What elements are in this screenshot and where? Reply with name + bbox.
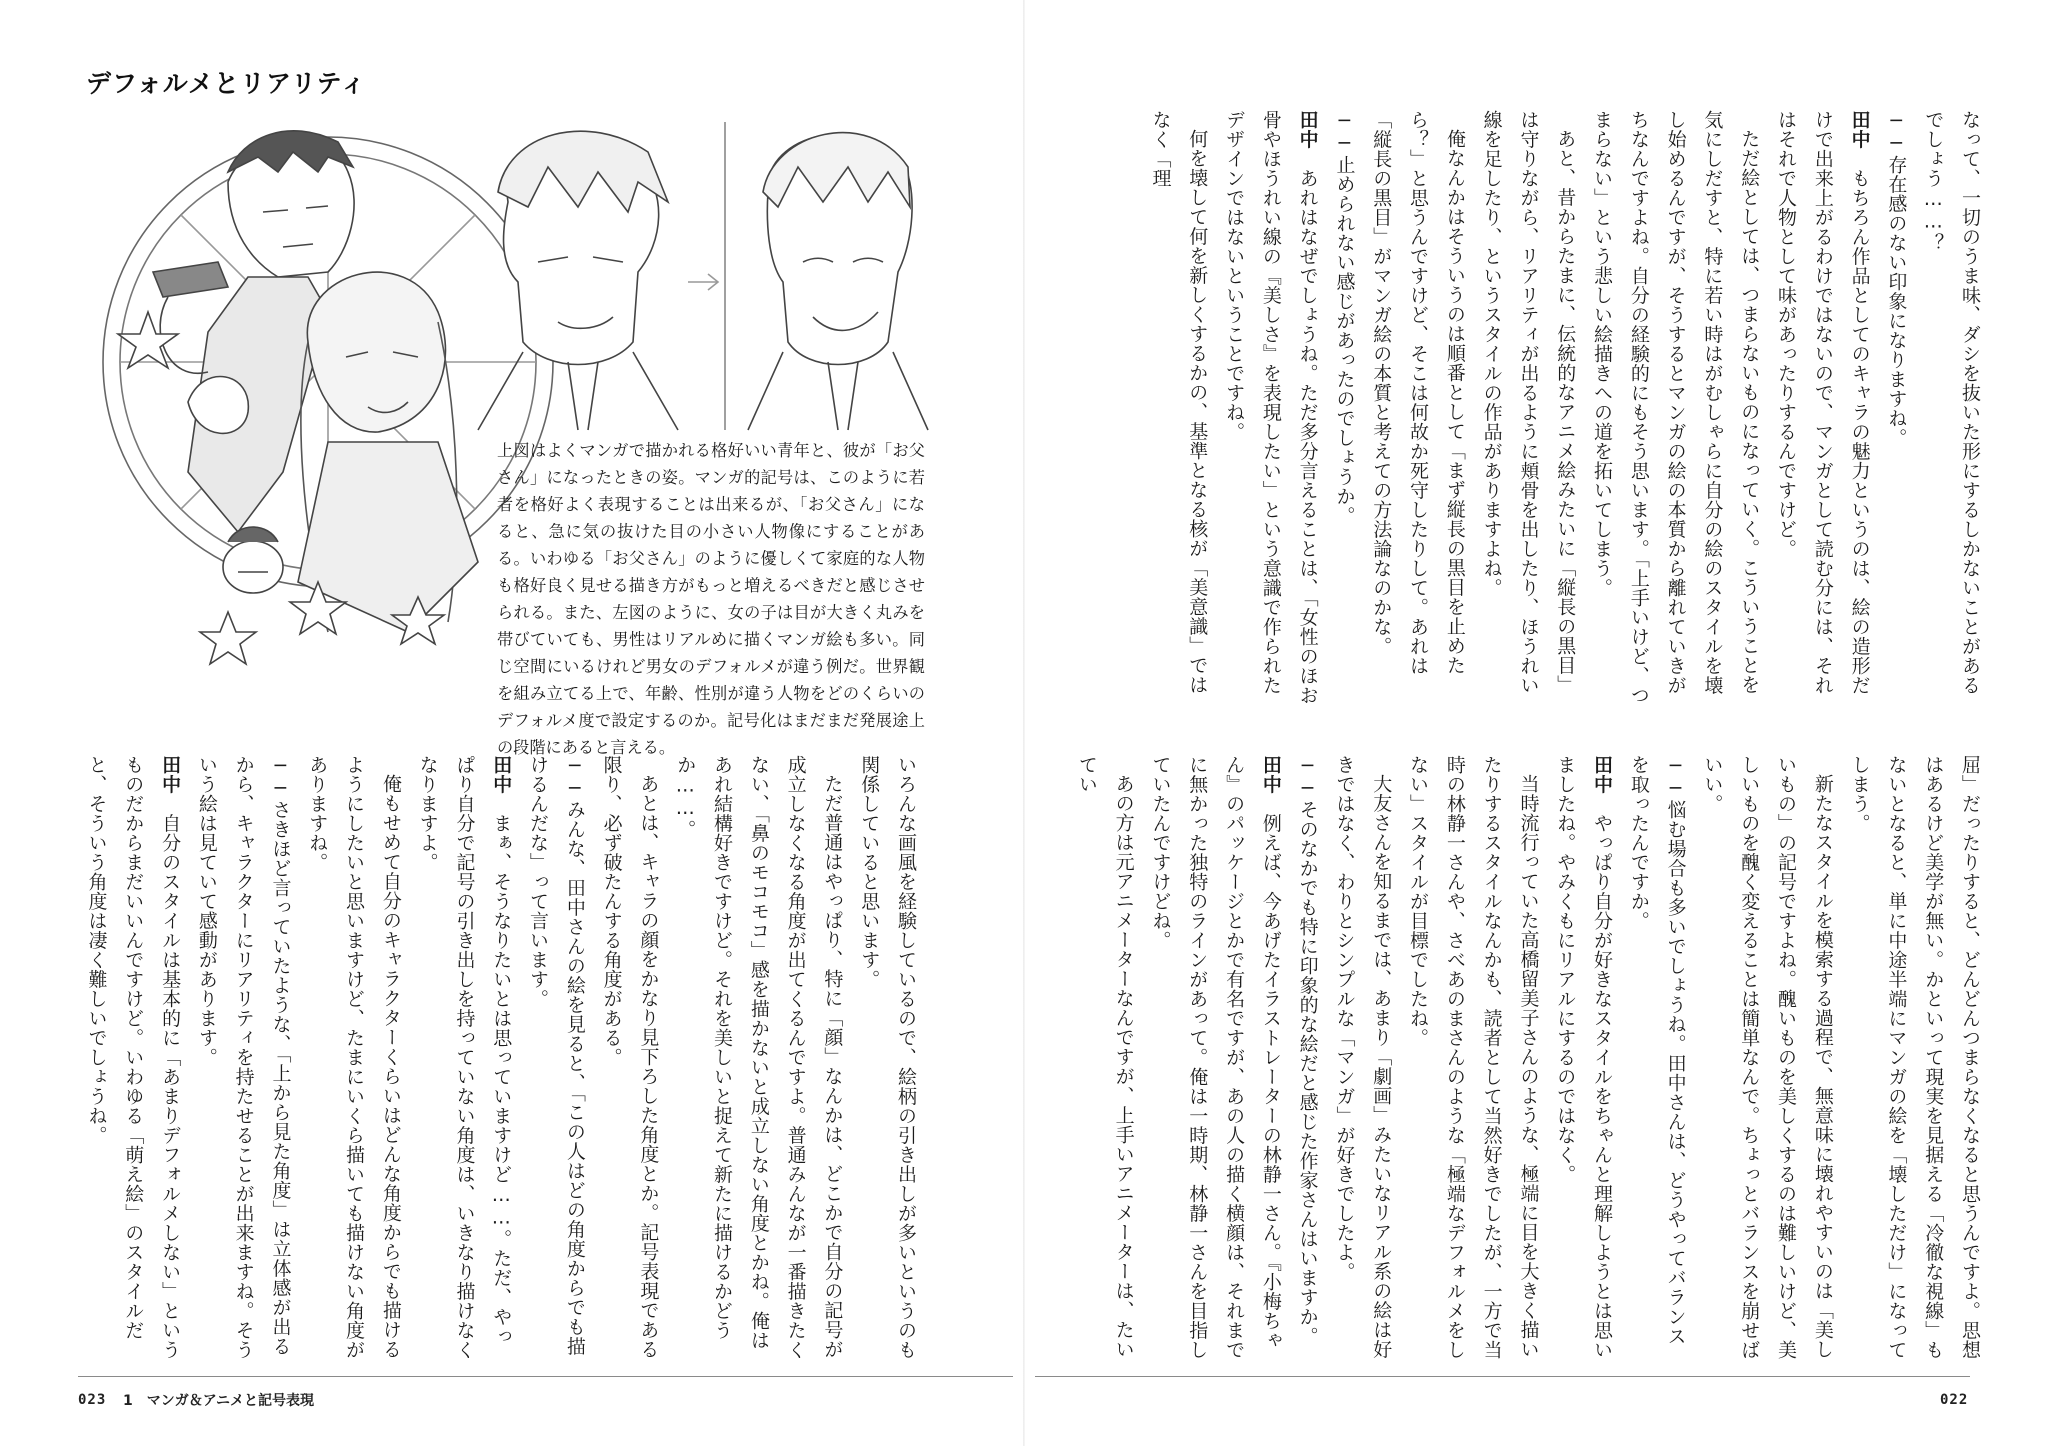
interviewer-question <box>1878 110 1915 706</box>
speaker-name: 田中 <box>1848 110 1871 149</box>
paragraph <box>1326 755 1400 1365</box>
interviewer-question <box>1620 755 1694 1365</box>
speaker-paragraph <box>409 755 519 1365</box>
speaker-name: 田中 <box>1591 755 1614 794</box>
interviewer-question <box>1326 110 1363 706</box>
interviewer-question <box>519 755 593 1365</box>
paragraph <box>1362 110 1472 706</box>
paragraph-text: ──そのなかでも特に印象的な絵だと感じた作家さんはいますか。 <box>1296 755 1319 1346</box>
footer-rule <box>78 1376 1013 1377</box>
paragraph-text: ただ普通はやっぱり、特に「顔」なんかは、どこかで自分の記号が成立しなくなる角度が出てくるんですよ。普通みんなが一番描きたくない、「鼻のモコモコ」感を描かないと成立しない角度とかね。俺はあれ結構好きですけど。それを美しいと捉えて新たに描けるかどうか……。 <box>674 755 844 1360</box>
paragraph-text: 屈」だったりすると、どんどんつまらなくなると思うんですよ。思想はあるけど美学が無い。かといって現実を見据える「冷徹な視線」もないとなると、単に中途半端にマンガの絵を「壊しただけ」になってしまう。 <box>1848 755 1981 1360</box>
speaker-name: 田中 <box>159 755 182 794</box>
figure-caption: 上図はよくマンガで描かれる格好いい青年と、彼が「お父さん」になったときの姿。マンガ的記号は、このように若者を格好よく表現することは出来るが、「お父さん」になると、急に気の抜けた目の小さい人物像にすることがある。いわゆる「お父さん」のように優しくて家庭的な人物も格好良く見せる描き方がもっと増えるべきだと感じさせられる。また、左図のように、女の子は目が大きく丸みを帯びていても、男性はリアルめに描くマンガ絵も多い。同じ空間にいるけれど男女のデフォルメが違う例だ。世界観を組み立てる上で、年齢、性別が違う人物をどのくらいのデフォルメ度で設定するのか。記号化はまだまだ発展途上の段階にあると言える。 <box>497 441 925 757</box>
paragraph <box>1068 755 1142 1365</box>
paragraph <box>298 755 408 1365</box>
star-drawing <box>200 612 256 664</box>
speaker-name: 田中 <box>1296 110 1319 149</box>
speaker-paragraph <box>1767 110 1877 706</box>
paragraph <box>1399 755 1546 1365</box>
paragraph <box>1583 110 1767 706</box>
speaker-paragraph <box>1215 110 1325 706</box>
paragraph <box>850 755 924 1365</box>
paragraph-text: 大友さんを知るまでは、あまり「劇画」みたいなリアル系の絵は好きではなく、わりとシンプルな「マンガ」が好きでしたよ。 <box>1333 755 1393 1359</box>
paragraph-text: あと、昔からたまに、伝統的なアニメ絵みたいに「縦長の黒目」は守りながら、リアリティが出るように頬骨を出したり、ほうれい線を足したり、というスタイルの作品がありますよね。 <box>1480 110 1577 695</box>
right-page-upper-body-text <box>1150 110 1988 706</box>
paragraph-text: ──存在感のない印象になりますね。 <box>1885 110 1908 448</box>
book-spine <box>1023 0 1025 1446</box>
paragraph-text: やっぱり自分が好きなスタイルをちゃんと理解しようとは思いましたね。やみくもにリアルにするのではなく。 <box>1554 755 1614 1360</box>
paragraph-text: 当時流行っていた高橋留美子さんのような、極端に目を大きく描いたりするスタイルなんかも、読者として当然好きでしたが、一方で当時の林静一さんや、さべあのまさんのような「極端なデフォルメをしない」スタイルが目標でしたね。 <box>1407 755 1540 1360</box>
paragraph <box>593 755 667 1365</box>
chapter-label: 1 マンガ＆アニメと記号表現 <box>123 1393 315 1409</box>
paragraph <box>1694 755 1841 1365</box>
paragraph-text: 新たなスタイルを模索する過程で、無意味に壊れやすいのは「美しいもの」の記号ですよね。醜いものを美しくするのは難しいけど、美しいものを醜く変えることは簡単なんで。ちょっとバランスを崩せばいい。 <box>1701 755 1834 1360</box>
paragraph-text: あの方は元アニメーターなんですが、上手いアニメーターは、たいてい <box>1075 755 1135 1359</box>
speaker-paragraph <box>1546 755 1620 1365</box>
page-number-right: 022 <box>1940 1392 1969 1408</box>
paragraph-text: ──悩む場合も多いでしょうね。田中さんは、どうやってバランスを取ったんですか。 <box>1627 755 1687 1346</box>
paragraph-text: ──止められない感じがあったのでしょうか。 <box>1333 110 1356 526</box>
paragraph-text: まぁ、そうなりたいとは思っていますけど……。ただ、やっぱり自分で記号の引き出しを持っていない角度は、いきなり描けなくなりますよ。 <box>416 755 513 1360</box>
paragraph <box>1142 110 1216 706</box>
paragraph-text: 例えば、今あげたイラストレーターの林静一さん。『小梅ちゃん』のパッケージとかで有名ですが、あの人の描く横顔は、それまでに無かった独特のラインがあって。俺は一時期、林静一さんを目指していたんですけどね。 <box>1149 755 1282 1360</box>
paragraph-text: あとは、キャラの顔をかなり見下ろした角度とか。記号表現である限り、必ず破たんする角度がある。 <box>600 755 660 1359</box>
speaker-name: 田中 <box>1259 755 1282 794</box>
page-number-left: 023 <box>78 1392 107 1408</box>
paragraph-text: 俺なんかはそういうのは順番として「まず縦長の黒目を止めたら？」と思うんですけど、そこは何故か死守したりして。あれは「縦長の黒目」がマンガ絵の本質と考えての方法論なのかな。 <box>1370 110 1466 676</box>
paragraph-text: あれはなぜでしょうね。ただ多分言えることは、「女性のほお骨やほうれい線の『美しさ』を表現したい」という意識で作られたデザインではないということですね。 <box>1223 110 1319 705</box>
paragraph-text: 自分のスタイルは基本的に「あまりデフォルメしない」というものだからまだいいんですけど。いわゆる「萌え絵」のスタイルだと、そういう角度は凄く難しいでしょうね。 <box>85 755 182 1360</box>
paragraph-text: ──さきほど言っていたような、「上から見た角度」は立体感が出るから、キャラクターにリアリティを持たせることが出来ますね。そういう絵は見ていて感動があります。 <box>195 755 292 1360</box>
paragraph-text: なって、一切のうま味、ダシを抜いた形にするしかないことがあるでしょう……？ <box>1922 110 1981 695</box>
star-drawing <box>118 312 178 368</box>
father-drawing <box>738 112 928 432</box>
speaker-name: 田中 <box>490 755 513 794</box>
section-title: デフォルメとリアリティ <box>86 69 367 98</box>
paragraph-text: もちろん作品としてのキャラの魅力というのは、絵の造形だけで出来上がるわけではないので、マンガとして読む分には、それはそれで人物として味があったりするんですけど。 <box>1775 110 1871 695</box>
mascot-drawing <box>223 527 283 593</box>
paragraph <box>1473 110 1583 706</box>
paragraph <box>666 755 850 1365</box>
paragraph-text: 俺もせめて自分のキャラクターくらいはどんな角度からでも描けるようにしたいと思いますけど、たまにいくら描いても描けない角度がありますね。 <box>306 755 402 1360</box>
footer-rule <box>1035 1376 1970 1377</box>
interviewer-question <box>1289 755 1326 1365</box>
paragraph-text: 何を壊して何を新しくするかの、基準となる核が「美意識」ではなく「理 <box>1149 110 1209 695</box>
paragraph-text: ただ絵としては、つまらないものになっていく。こういうことを気にしだすと、特に若い時はがむしゃらに自分の絵のスタイルを壊し始めるんですが、そうするとマンガの絵の本質から離れていきがちなんですよね。自分の経験的にもそう思います。「上手いけど、つまらない」という悲しい絵描きへの道を拓いてしまう。 <box>1591 110 1761 705</box>
interviewer-question <box>188 755 298 1365</box>
left-page-body-text <box>86 755 924 1365</box>
paragraph <box>1841 755 1988 1365</box>
paragraph-text: いろんな画風を経験しているので、絵柄の引き出しが多いというのも関係していると思います。 <box>858 755 917 1360</box>
paragraph <box>1914 110 1988 706</box>
right-page-lower-body-text <box>1075 755 1988 1365</box>
paragraph-text: ──みんな、田中さんの絵を見ると、「この人はどの角度からでも描けるんだな」って言います。 <box>527 755 586 1356</box>
speaker-paragraph <box>78 755 188 1365</box>
young-man-drawing <box>478 131 678 430</box>
arrow-drawing <box>688 274 718 290</box>
speaker-paragraph <box>1142 755 1289 1365</box>
